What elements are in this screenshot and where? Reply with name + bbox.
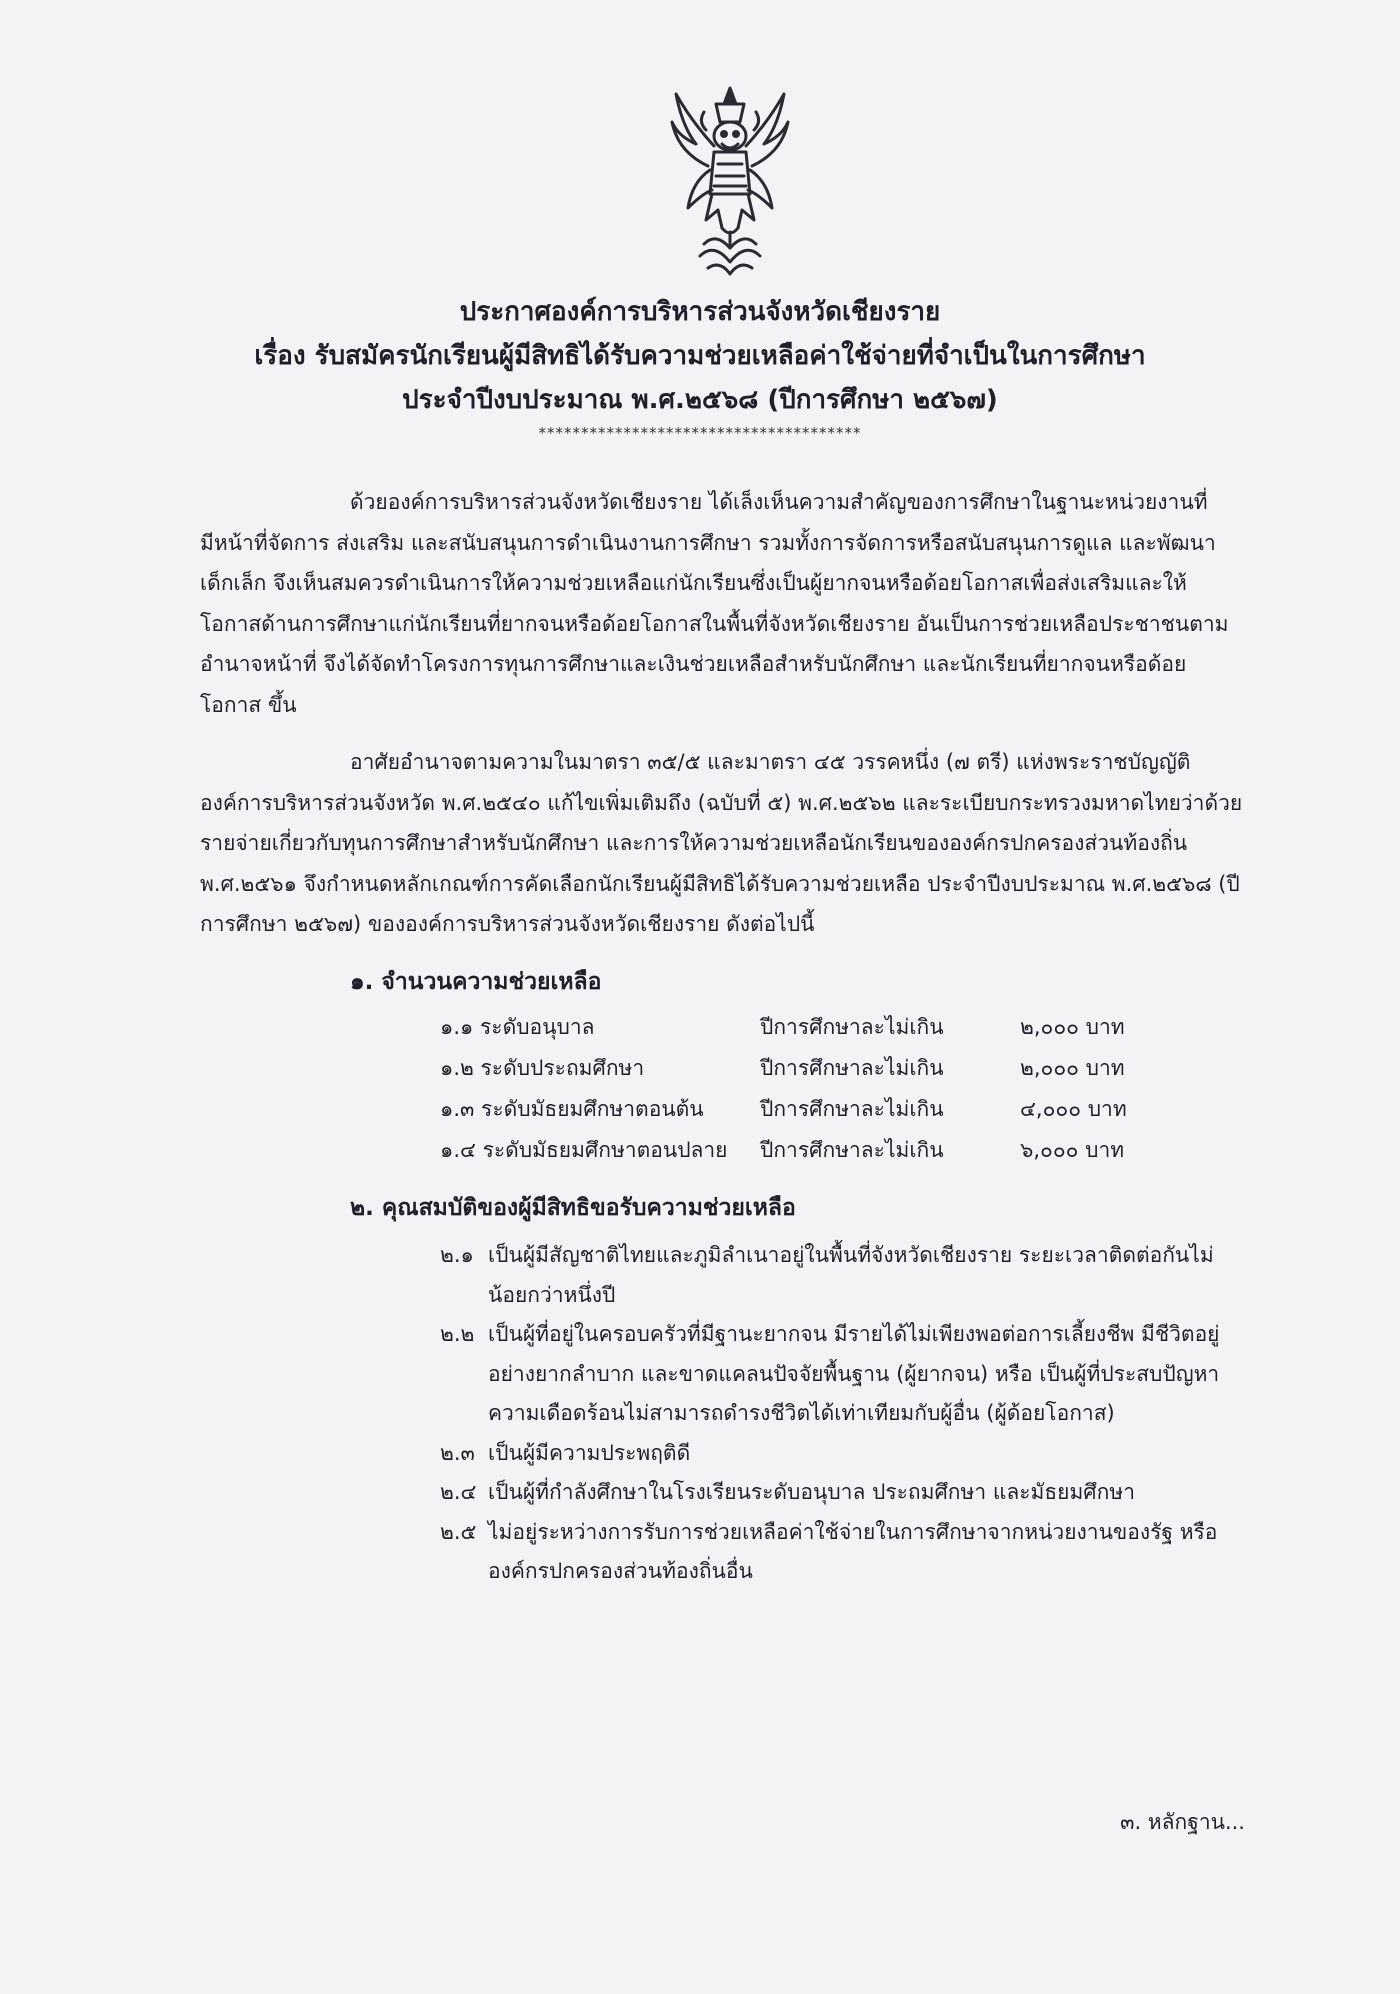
intro-paragraph-text: ด้วยองค์การบริหารส่วนจังหวัดเชียงราย ได้เล็งเห็นความสำคัญของการศึกษาในฐานะหน่วยงานที่มีหน้าที่จัดการ ส่งเสริม และสนับสนุนการดำเนินงานการศึกษา รวมทั้งการจัดการหรือสนับสนุนการดูแล และพัฒนาเด็กเล็ก จึงเห็นสมควรดำเนินการให้ความช่วยเหลือแก่นักเรียนซึ่งเป็นผู้ยากจนหรือด้อยโอกาสเพื่อส่งเสริมและให้โอกาสด้านการศึกษาแก่นักเรียนที่ยากจนหรือด้อยโอกาสในพื้นที่จังหวัดเชียงราย อันเป็นการช่วยเหลือประชาชนตามอำนาจหน้าที่ จึงได้จัดทำโครงการทุนการศึกษาและเงินช่วยเหลือสำหรับนักศึกษา และนักเรียนที่ยากจนหรือด้อยโอกาส ขึ้น [200,490,1229,717]
announcement-fiscal-year: ประจำปีงบประมาณ พ.ศ.๒๕๖๘ (ปีการศึกษา ๒๕๖๗) [402,385,998,415]
list-item [440,1315,1248,1434]
list-item [440,1434,1248,1474]
item-number: ๒.๑ [440,1243,474,1267]
assistance-amount: ๖,๐๐๐ บาท [1020,1138,1125,1162]
education-level: ๑.๒ ระดับประถมศึกษา [440,1056,645,1080]
legal-basis-paragraph [200,742,1245,945]
title-separator: ************************************** [538,424,862,442]
item-number: ๒.๒ [440,1322,475,1346]
continuation-marker: ๓. หลักฐาน... [1120,1810,1245,1834]
intro-paragraph [200,482,1245,725]
section-2-heading: ๒. คุณสมบัติของผู้มีสิทธิขอรับความช่วยเหลือ [350,1195,796,1221]
item-text: เป็นผู้ที่อยู่ในครอบครัวที่มีฐานะยากจน มีรายได้ไม่เพียงพอต่อการเลี้ยงชีพ มีชีวิตอยู่อย่างยากลำบาก และขาดแคลนปัจจัยพื้นฐาน (ผู้ยากจน) หรือ เป็นผู้ที่ประสบปัญหาความเดือดร้อนไม่สามารถดำรงชีวิตได้เท่าเทียมกับผู้อื่น (ผู้ด้อยโอกาส) [488,1322,1220,1425]
table-row [440,1089,1160,1130]
list-item [440,1236,1248,1315]
amount-term: ปีการศึกษาละไม่เกิน [760,1097,944,1121]
table-row [440,1048,1160,1089]
item-text: เป็นผู้มีความประพฤติดี [488,1440,691,1465]
item-text: ไม่อยู่ระหว่างการรับการช่วยเหลือค่าใช้จ่ายในการศึกษาจากหน่วยงานของรัฐ หรือองค์กรปกครองส่วนท้องถิ่นอื่น [488,1519,1218,1583]
qualification-list [440,1236,1248,1592]
amount-term: ปีการศึกษาละไม่เกิน [760,1138,944,1162]
list-item [440,1473,1248,1513]
item-text: เป็นผู้มีสัญชาติไทยและภูมิลำเนาอยู่ในพื้นที่จังหวัดเชียงราย ระยะเวลาติดต่อกันไม่น้อยกว่าหนึ่งปี [488,1243,1214,1307]
amount-term: ปีการศึกษาละไม่เกิน [760,1015,944,1039]
education-level: ๑.๔ ระดับมัธยมศึกษาตอนปลาย [440,1138,728,1162]
assistance-amount-table [440,1007,1160,1171]
announcement-title-block [0,290,1400,444]
legal-basis-paragraph-text: อาศัยอำนาจตามความในมาตรา ๓๕/๕ และมาตรา ๔๕ วรรคหนึ่ง (๗ ตรี) แห่งพระราชบัญญัติองค์การบริหารส่วนจังหวัด พ.ศ.๒๕๔๐ แก้ไขเพิ่มเติมถึง (ฉบับที่ ๕) พ.ศ.๒๕๖๒ และระเบียบกระทรวงมหาดไทยว่าด้วยรายจ่ายเกี่ยวกับทุนการศึกษาสำหรับนักศึกษา และการให้ความช่วยเหลือนักเรียนขององค์กรปกครองส่วนท้องถิ่น พ.ศ.๒๕๖๑ จึงกำหนดหลักเกณฑ์การคัดเลือกนักเรียนผู้มีสิทธิได้รับความช่วยเหลือ ประจำปีงบประมาณ พ.ศ.๒๕๖๘ (ปีการศึกษา ๒๕๖๗) ขององค์การบริหารส่วนจังหวัดเชียงราย ดังต่อไปนี้ [200,750,1243,936]
section-1-heading: ๑. จำนวนความช่วยเหลือ [350,969,602,995]
education-level: ๑.๑ ระดับอนุบาล [440,1015,595,1039]
assistance-amount: ๒,๐๐๐ บาท [1020,1056,1125,1080]
item-text: เป็นผู้ที่กำลังศึกษาในโรงเรียนระดับอนุบาล ประถมศึกษา และมัธยมศึกษา [488,1480,1135,1504]
table-row [440,1007,1160,1048]
item-number: ๒.๕ [440,1519,477,1544]
item-number: ๒.๔ [440,1480,477,1504]
table-row [440,1130,1160,1171]
assistance-amount: ๒,๐๐๐ บาท [1020,1015,1125,1039]
amount-term: ปีการศึกษาละไม่เกิน [760,1056,944,1080]
announcement-subject: เรื่อง รับสมัครนักเรียนผู้มีสิทธิได้รับความช่วยเหลือค่าใช้จ่ายที่จำเป็นในการศึกษา [254,341,1146,371]
announcement-issuer: ประกาศองค์การบริหารส่วนจังหวัดเชียงราย [459,297,941,327]
garuda-emblem-icon [668,82,792,278]
education-level: ๑.๓ ระดับมัธยมศึกษาตอนต้น [440,1097,704,1121]
item-number: ๒.๓ [440,1440,475,1465]
assistance-amount: ๔,๐๐๐ บาท [1020,1097,1127,1121]
list-item [440,1513,1248,1592]
